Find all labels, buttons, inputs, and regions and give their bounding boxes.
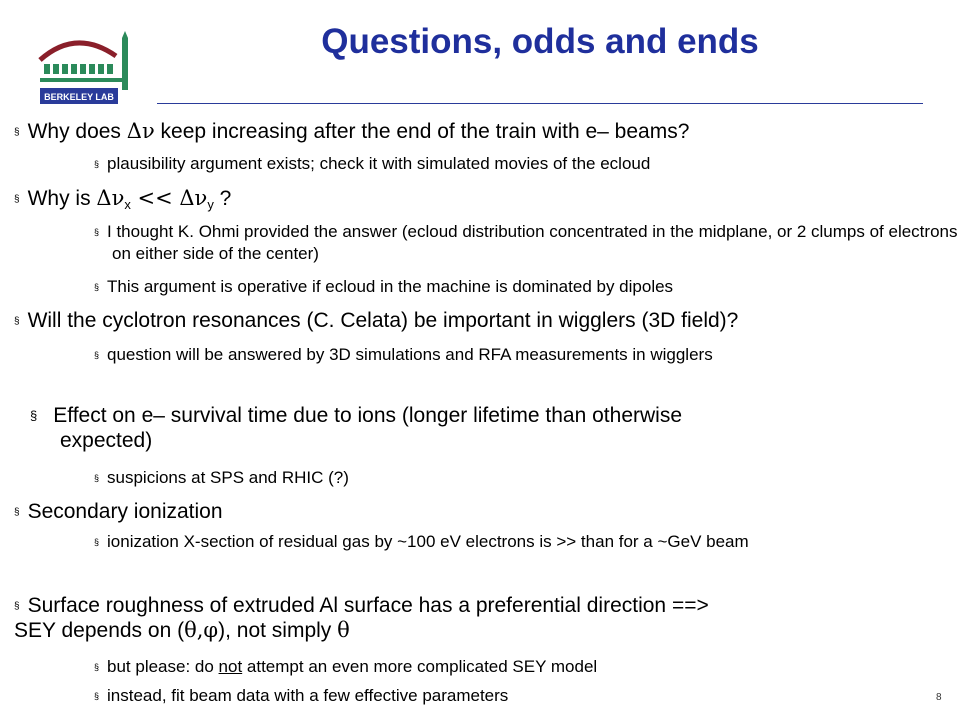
bullet-item-continuation: SEY depends on (θ,φ), not simply θ bbox=[14, 618, 350, 642]
sub-bullet-item: § suspicions at SPS and RHIC (?) bbox=[94, 468, 349, 487]
sub-bullet-item: § question will be answered by 3D simulations and RFA measurements in wigglers bbox=[94, 345, 713, 364]
slide-title: Questions, odds and ends bbox=[321, 22, 759, 61]
sub-bullet-item: § I thought K. Ohmi provided the answer (ecloud distribution concentrated in the midplane, or 2 clumps of electrons on either side of the center) bbox=[94, 222, 958, 263]
bullet-item: § Secondary ionization bbox=[14, 500, 223, 523]
sub-bullet-item: § ionization X-section of residual gas by ~100 eV electrons is >> than for a ~GeV beam bbox=[94, 532, 749, 551]
bullet-icon: § bbox=[14, 507, 20, 518]
berkeley-lab-logo bbox=[36, 30, 136, 108]
bullet-icon: § bbox=[94, 537, 100, 547]
bullet-icon: § bbox=[14, 127, 20, 138]
sub-bullet-item: § This argument is operative if ecloud in the machine is dominated by dipoles bbox=[94, 277, 674, 296]
page-number: 8 bbox=[936, 692, 942, 703]
bullet-icon: § bbox=[14, 601, 20, 612]
bullet-item: § Will the cyclotron resonances (C. Celata) be important in wigglers (3D field)? bbox=[14, 309, 739, 332]
bullet-item: § Effect on e– survival time due to ions (longer lifetime than otherwise bbox=[30, 404, 683, 427]
bullet-icon: § bbox=[94, 350, 100, 360]
bullet-icon: § bbox=[14, 194, 20, 205]
bullet-icon: § bbox=[94, 662, 100, 672]
title-divider bbox=[157, 103, 923, 104]
bullet-item: § Why does Δν keep increasing after the end of the train with e– beams? bbox=[14, 119, 690, 143]
bullet-icon: § bbox=[14, 316, 20, 327]
bullet-icon: § bbox=[94, 227, 100, 237]
sub-bullet-item: § instead, fit beam data with a few effective parameters bbox=[94, 686, 509, 705]
bullet-icon: § bbox=[94, 473, 100, 483]
bullet-item-continuation: expected) bbox=[60, 429, 153, 452]
bullet-icon: § bbox=[94, 691, 100, 701]
bullet-item: § Surface roughness of extruded Al surface has a preferential direction ==> bbox=[14, 594, 709, 617]
svg-text:BERKELEY LAB: BERKELEY LAB bbox=[44, 92, 114, 102]
sub-bullet-item: § plausibility argument exists; check it with simulated movies of the ecloud bbox=[94, 154, 651, 173]
sub-bullet-item: § but please: do not attempt an even more complicated SEY model bbox=[94, 657, 598, 676]
bullet-item: § Why is $\Delta\nu_x << \Delta\nu_y$ ? bbox=[14, 186, 232, 212]
bullet-icon: § bbox=[30, 408, 38, 423]
bullet-icon: § bbox=[94, 159, 100, 169]
bullet-icon: § bbox=[94, 282, 100, 292]
